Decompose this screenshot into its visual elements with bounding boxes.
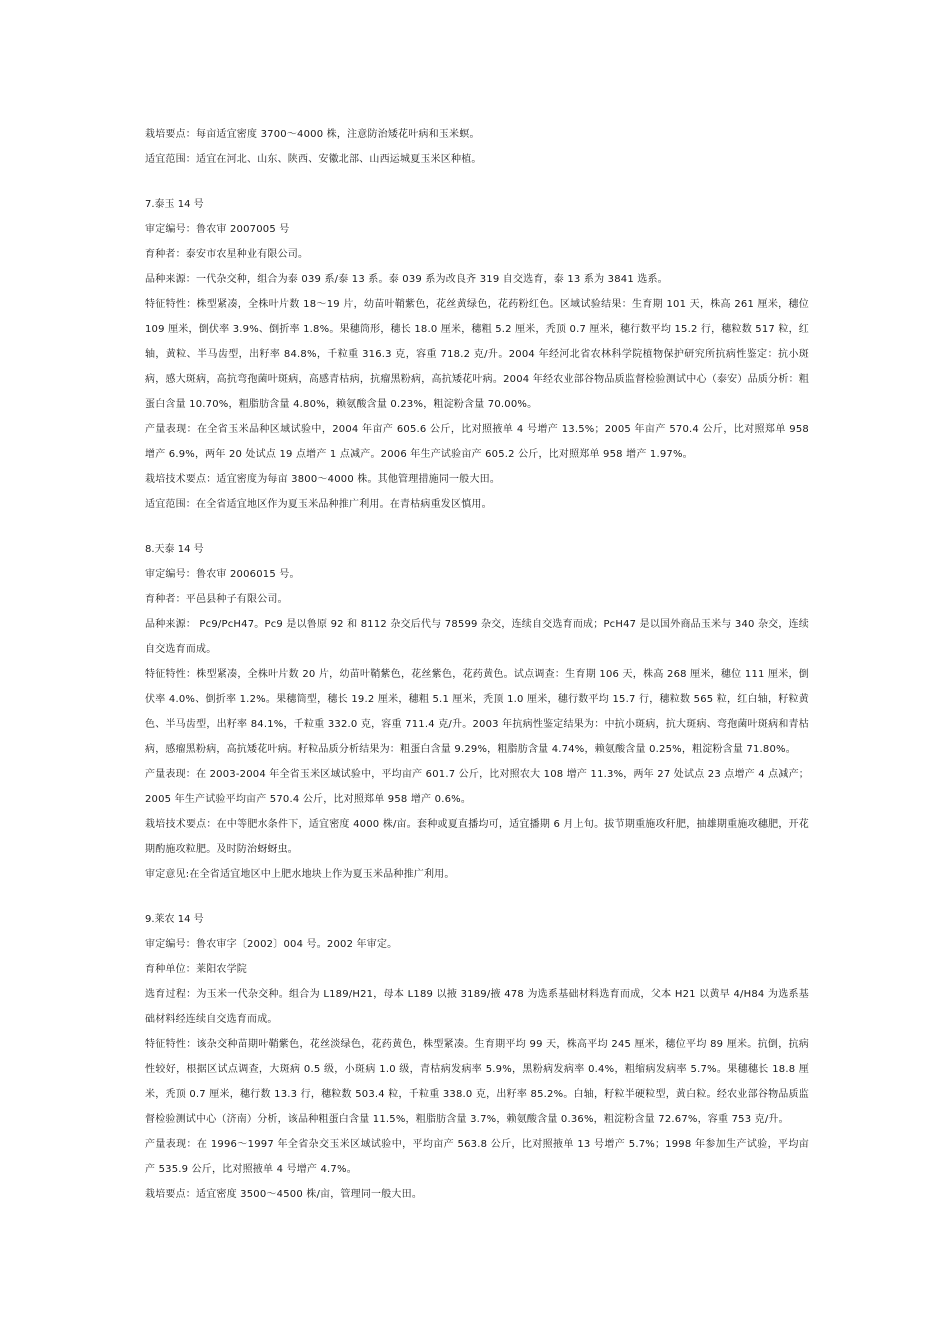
variety-origin: 品种来源：一代杂交种，组合为泰 039 系/泰 13 系。泰 039 系为改良齐 319 自交选育，泰 13 系为 3841 选系。: [145, 274, 668, 285]
cultivation-points: 栽培技术要点：适宜密度为每亩 3800～4000 株。其他管理措施同一般大田。: [145, 474, 501, 485]
cultivation-points: 栽培要点：适宜密度 3500～4500 株/亩，管理同一般大田。: [145, 1189, 423, 1200]
yield-performance: 产量表现：在全省玉米品种区域试验中，2004 年亩产 605.6 公斤，比对照掖单 4 号增产 13.5%；2005 年亩产 570.4 公斤，比对照郑单 958 增产 6.9%，两年 20 处试点 19 点增产 1 点减产。2006 年生产试验亩产 605.2 公斤，比对照郑单 958 增产 1.97%。: [145, 424, 809, 460]
breeder: 育种者：平邑县种子有限公司。: [145, 594, 288, 605]
yield-performance: 产量表现：在 1996～1997 年全省杂交玉米区域试验中，平均亩产 563.8 公斤，比对照掖单 13 号增产 5.7%；1998 年参加生产试验，平均亩产 535.9 公斤，比对照掖单 4 号增产 4.7%。: [145, 1139, 809, 1175]
document-page: [145, 122, 809, 1207]
characteristics: 特征特性：该杂交种苗期叶鞘紫色，花丝淡绿色，花药黄色，株型紧凑。生育期平均 99 天，株高平均 245 厘米，穗位平均 89 厘米。抗倒，抗病性较好，根据区试点调查，大斑病 0.5 级，小斑病 1.0 级，青枯病发病率 5.9%，黑粉病发病率 0.4%，粗缩病发病率 5.7%。果穗穗长 18.8 厘米，秃顶 0.7 厘米，穗行数 13.3 行，穗粒数 503.4 粒，千粒重 338.0 克，出籽率 85.2%。白轴，籽粒半硬粒型，黄白粒。经农业部谷物品质监督检验测试中心（济南）分析，该品种粗蛋白含量 11.5%，粗脂肪含量 3.7%，赖氨酸含量 0.36%，粗淀粉含量 72.67%，容重 753 克/升。: [145, 1039, 809, 1125]
variety-section-taiyu-14: [145, 192, 809, 517]
breeding-process: 选育过程：为玉米一代杂交种。组合为 L189/H21，母本 L189 以掖 3189/掖 478 为选系基础材料选育而成，父本 H21 以黄早 4/H84 为选系基础材料经连续自交选育而成。: [145, 989, 809, 1025]
variety-origin: 品种来源： Pc9/PcH47。Pc9 是以鲁原 92 和 8112 杂交后代与 78599 杂交，连续自交选育而成；PcH47 是以国外商品玉米与 340 杂交，连续自交选育而成。: [145, 619, 809, 655]
approval-opinion: 审定意见:在全省适宜地区中上肥水地块上作为夏玉米品种推广利用。: [145, 869, 455, 880]
approval-number: 审定编号：鲁农审 2007005 号: [145, 224, 290, 235]
section-heading: 9.莱农 14 号: [145, 914, 204, 925]
breeder: 育种者：泰安市农星种业有限公司。: [145, 249, 309, 260]
variety-section-lainong-14: [145, 907, 809, 1207]
characteristics: 特征特性：株型紧凑，全株叶片数 20 片，幼苗叶鞘紫色，花丝紫色，花药黄色。试点调查：生育期 106 天，株高 268 厘米，穗位 111 厘米，倒伏率 4.0%、倒折率 1.2%。果穗筒型，穗长 19.2 厘米，穗粗 5.1 厘米，秃顶 1.0 厘米，穗行数平均 15.7 行，穗粒数 565 粒，红白轴，籽粒黄色、半马齿型，出籽率 84.1%，千粒重 332.0 克，容重 711.4 克/升。2003 年抗病性鉴定结果为：中抗小斑病，抗大斑病、弯孢菌叶斑病和青枯病，感瘤黑粉病，高抗矮花叶病。籽粒品质分析结果为：粗蛋白含量 9.29%，粗脂肪含量 4.74%，赖氨酸含量 0.25%，粗淀粉含量 71.80%。: [145, 669, 809, 755]
intro-cultivation: 栽培要点：每亩适宜密度 3700～4000 株，注意防治矮花叶病和玉米螟。: [145, 129, 480, 140]
variety-section-tiantai-14: [145, 537, 809, 887]
breeding-unit: 育种单位：莱阳农学院: [145, 964, 247, 975]
yield-performance: 产量表现：在 2003-2004 年全省玉米区域试验中，平均亩产 601.7 公斤，比对照农大 108 增产 11.3%，两年 27 处试点 23 点增产 4 点减产；2005 年生产试验平均亩产 570.4 公斤，比对照郑单 958 增产 0.6%。: [145, 769, 809, 805]
cultivation-points: 栽培技术要点：在中等肥水条件下，适宜密度 4000 株/亩。套种或夏直播均可，适宜播期 6 月上旬。拔节期重施攻秆肥，抽雄期重施攻穗肥，开花期酌施攻粒肥。及时防治蚜蚜虫。: [145, 819, 809, 855]
section-heading: 7.泰玉 14 号: [145, 199, 204, 210]
approval-number: 审定编号：鲁农审字〔2002〕004 号。2002 年审定。: [145, 939, 398, 950]
section-heading: 8.天泰 14 号: [145, 544, 204, 555]
approval-number: 审定编号：鲁农审 2006015 号。: [145, 569, 300, 580]
characteristics: 特征特性：株型紧凑，全株叶片数 18～19 片，幼苗叶鞘紫色，花丝黄绿色，花药粉红色。区域试验结果：生育期 101 天，株高 261 厘米，穗位 109 厘米，倒伏率 3.9%、倒折率 1.8%。果穗筒形，穗长 18.0 厘米，穗粗 5.2 厘米，秃顶 0.7 厘米，穗行数平均 15.2 行，穗粒数 517 粒，红轴，黄粒、半马齿型，出籽率 84.8%，千粒重 316.3 克，容重 718.2 克/升。2004 年经河北省农林科学院植物保护研究所抗病性鉴定：抗小斑病，感大斑病，高抗弯孢菌叶斑病，高感青枯病，抗瘤黑粉病，高抗矮花叶病。2004 年经农业部谷物品质监督检验测试中心（泰安）品质分析：粗蛋白含量 10.70%，粗脂肪含量 4.80%，赖氨酸含量 0.23%，粗淀粉含量 70.00%。: [145, 299, 809, 410]
suitable-range: 适宜范围：在全省适宜地区作为夏玉米品种推广利用。在青枯病重发区慎用。: [145, 499, 492, 510]
intro-range: 适宜范围：适宜在河北、山东、陕西、安徽北部、山西运城夏玉米区种植。: [145, 154, 482, 165]
